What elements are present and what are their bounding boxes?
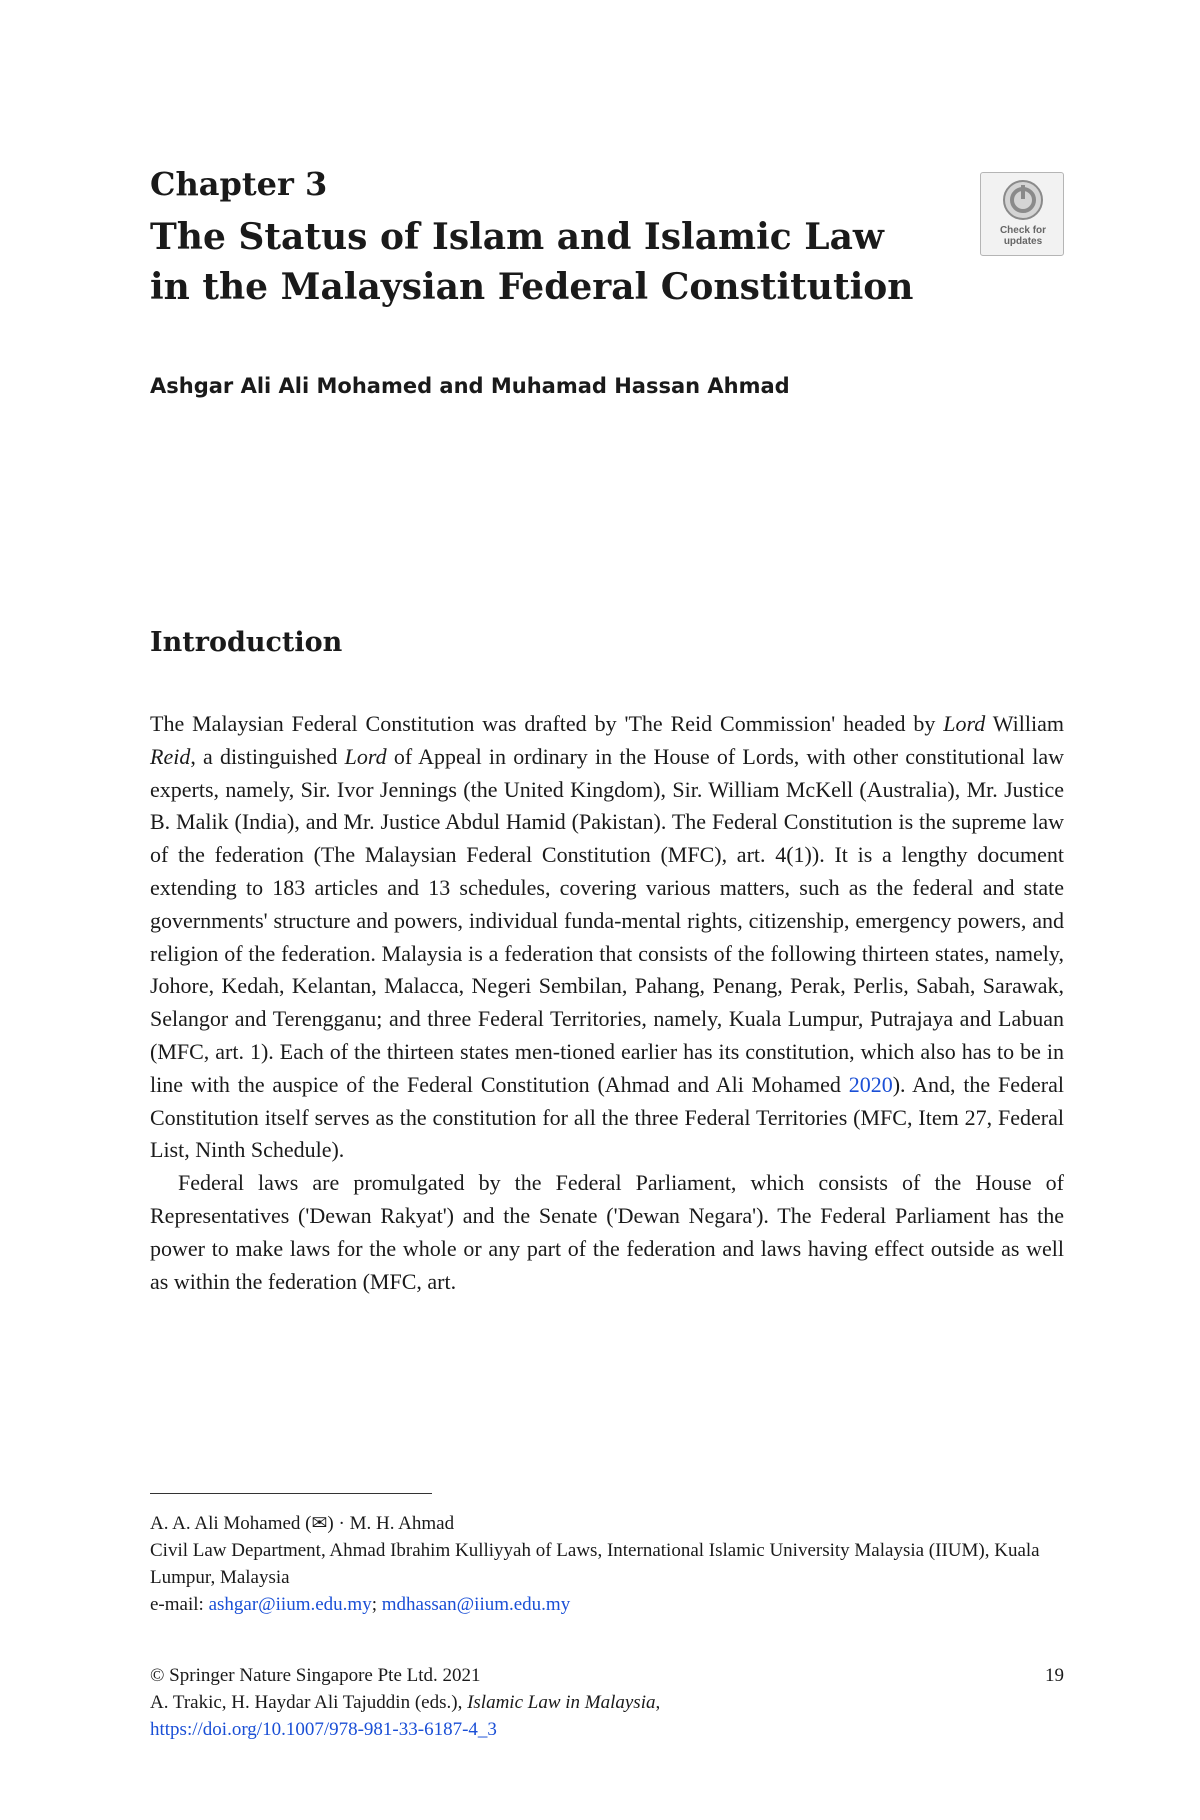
book-citation-line xyxy=(150,1689,1064,1716)
page-number: 19 xyxy=(1045,1665,1064,1686)
page-footer xyxy=(150,1662,1064,1743)
badge-label-line-2: updates xyxy=(1003,236,1043,247)
chapter-title-line-1: The Status of Islam and Islamic Law xyxy=(150,216,884,258)
doi-link[interactable]: https://doi.org/10.1007/978-981-33-6187-4_3 xyxy=(150,1719,497,1740)
paragraph-1-text-d: of Appeal in ordinary in the House of Lords, with other constitutional law experts, namely, Sir. Ivor Jennings (the United Kingdom), Sir. William McKell (Australia), Mr. Justice B. Malik (India), and Mr. Justice Abdul Hamid (Pakistan). The Federal Constitution is the supreme law of the federation (The Malaysian Federal Constitution (MFC), art. 4(1)). It is a lengthy document extending to 183 articles and 13 schedules, covering various matters, such as the federal and state governments' structure and powers, individual funda-mental rights, citizenship, emergency powers, and religion of the federation. Malaysia is a federation that consists of the following thirteen states, namely, Johore, Kedah, Kelantan, Malacca, Negeri Sembilan, Pahang, Penang, Perak, Perlis, Sabah, Sarawak, Selangor and Terengganu; and three Federal Territories, namely, Kuala Lumpur, Putrajaya and Labuan (MFC, art. 1). Each of the thirteen states men-tioned earlier has its constitution, which also has to be in line with the auspice of the Federal Constitution (Ahmad and Ali Mohamed xyxy=(150,743,1064,1097)
paragraph-1-text-b: William xyxy=(985,711,1065,736)
check-for-updates-badge[interactable] xyxy=(980,172,1064,256)
email-link-ashgar[interactable]: ashgar@iium.edu.my xyxy=(208,1594,372,1615)
lord-italic: Lord xyxy=(943,711,986,736)
reid-italic: Reid xyxy=(150,743,191,769)
paragraph-1-text-a: The Malaysian Federal Constitution was drafted by 'The Reid Commission' headed by xyxy=(150,711,944,736)
paragraph-1-text-e: ). And, the Federal Constitution itself serves as the constitution for all the three Federal Territories (MFC, Item 27, Federal List, Ninth Schedule). xyxy=(150,1071,1064,1163)
check-for-updates-icon xyxy=(1002,179,1044,221)
lord-italic-2: Lord xyxy=(344,743,387,769)
author-names-line xyxy=(150,1510,1064,1537)
chapter-title xyxy=(150,212,930,312)
footnote-divider xyxy=(150,1493,432,1494)
chapter-label: Chapter 3 xyxy=(150,165,328,203)
author-names-suffix: ) · M. H. Ahmad xyxy=(327,1513,455,1534)
citation-link-2020[interactable]: 2020 xyxy=(848,1071,893,1097)
paragraph-1 xyxy=(150,708,1064,1167)
paragraph-2: Federal laws are promulgated by the Federal Parliament, which consists of the House of Representatives ('Dewan Rakyat') and the Senate ('Dewan Negara'). The Federal Parliament has the power to make laws for the whole or any part of the federation and laws having effect outside as well as within the federation (MFC, art. xyxy=(150,1170,1064,1294)
author-names-prefix: A. A. Ali Mohamed ( xyxy=(150,1513,312,1534)
book-title-suffix: , xyxy=(655,1692,661,1713)
badge-label-line-1: Check for xyxy=(999,225,1047,236)
section-heading-introduction: Introduction xyxy=(150,627,343,658)
email-line xyxy=(150,1591,1064,1618)
department-text: Civil Law Department, Ahmad Ibrahim Kulliyyah of Laws, International Islamic University Malaysia (IIUM), Kuala Lumpur, Malaysia xyxy=(150,1540,1040,1588)
email-link-mdhassan[interactable]: mdhassan@iium.edu.my xyxy=(381,1594,571,1615)
authors: Ashgar Ali Ali Mohamed and Muhamad Hassan Ahmad xyxy=(150,374,790,398)
email-separator: ; xyxy=(371,1594,382,1615)
book-editors: A. Trakic, H. Haydar Ali Tajuddin (eds.), xyxy=(150,1692,468,1713)
body-text xyxy=(150,708,1064,1298)
paragraph-1-text-c: , a distinguished xyxy=(190,743,345,769)
email-label: e-mail: xyxy=(150,1594,209,1615)
copyright-line: © Springer Nature Singapore Pte Ltd. 2021 xyxy=(150,1665,481,1686)
badge-label xyxy=(981,225,1065,247)
author-affiliation xyxy=(150,1510,1064,1618)
envelope-icon: ✉ xyxy=(311,1513,328,1534)
book-title: Islamic Law in Malaysia xyxy=(467,1692,656,1713)
chapter-title-line-2: in the Malaysian Federal Constitution xyxy=(150,266,914,308)
